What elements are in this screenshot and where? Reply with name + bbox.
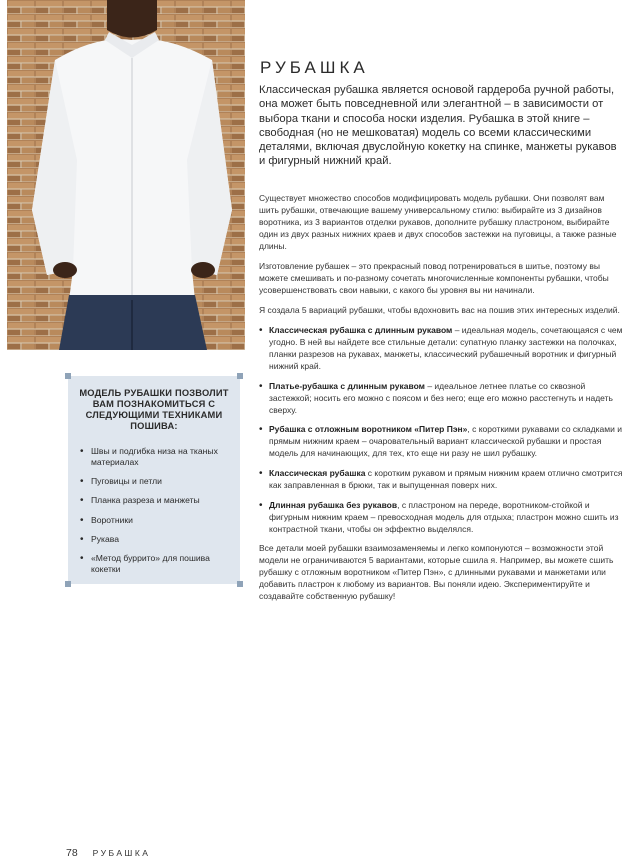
sidebar-item: • Швы и подгибка низа на тканых материалах: [80, 446, 236, 468]
variant-item: [259, 325, 623, 373]
variant-name: Классическая рубашка с длинным рукавом: [269, 325, 453, 336]
lead-paragraph: Классическая рубашка является основой гардероба ручной работы, она может быть повседневной или элегантной – в зависимости от выбора ткани и способа носки изделия. Рубашка в этой книге – свободная (но не мешковатая) модель со всеми классическими деталями, включая двуслойную кокетку на спинке, манжеты рукавов и фигурный нижний край.: [259, 84, 617, 168]
corner-mark: [237, 581, 243, 587]
sidebar-item: • Планка разреза и манжеты: [80, 495, 236, 506]
page-footer: [66, 847, 150, 859]
corner-mark: [65, 581, 71, 587]
sidebar-item: • Рукава: [80, 534, 236, 545]
variant-text: , с пластроном на переде, воротником-стойкой и фигурным нижним краем – превосходная модель для отдыха; пластрон можно сшить из контрастной ткани, чтобы он эффектно выделялся.: [269, 499, 619, 534]
variant-name: Классическая рубашка: [269, 468, 366, 479]
sidebar-list: [80, 446, 236, 583]
body-text: [259, 193, 623, 611]
page-title: РУБАШКА: [260, 58, 369, 77]
variant-item: [259, 424, 623, 460]
variant-text: – идеальное летнее платье со сквозной застежкой; носить его можно с поясом и без него; еще его можно расстегнуть и надеть сверху.: [269, 380, 613, 415]
variant-text: с коротким рукавом и прямым нижним краем отлично смотрится как заправленная в брюки, так и выпущенная поверх них.: [269, 468, 623, 490]
variant-item: [259, 468, 623, 492]
sidebar-item: • «Метод буррито» для пошива кокетки: [80, 553, 236, 575]
model-photo-illustration: [7, 0, 245, 350]
section-name: РУБАШКА: [92, 848, 151, 858]
sidebar-title: МОДЕЛЬ РУБАШКИ ПОЗВОЛИТ ВАМ ПОЗНАКОМИТЬСЯ С СЛЕДУЮЩИМИ ТЕХНИКАМИ ПОШИВА:: [79, 388, 229, 431]
page-number: 78: [66, 847, 78, 859]
body-paragraph: Существует множество способов модифицировать модель рубашки. Они позволят вам шить рубашки, отвечающие вашему универсальному стилю: выбирайте из 3 дизайнов воротника, из 3 вариантов отделки рукавов, дополните рубашку пластроном, выбирайте один из двух разных нижних краев и двух способов застежки на пуговицы, а также разные длины.: [259, 193, 617, 251]
variants-list: [259, 325, 623, 535]
variant-text: , с короткими рукавами со складками и прямым нижним краем – очаровательный вариант классической рубашки и простая модель для начинающих, для тех, кто еще ни разу не шил рубашку.: [269, 424, 622, 459]
variant-item: [259, 500, 623, 536]
body-paragraph: Я создала 5 вариаций рубашки, чтобы вдохновить вас на пошив этих интересных изделий.: [259, 305, 620, 316]
corner-mark: [237, 373, 243, 379]
corner-mark: [65, 373, 71, 379]
sidebar-item: • Пуговицы и петли: [80, 476, 236, 487]
sidebar-item: • Воротники: [80, 515, 236, 526]
body-paragraph: Все детали моей рубашки взаимозаменяемы и легко компонуются – возможности этой модели не ограничиваются 5 вариантами, которые сшила я. Например, вы можете сшить рубашку с отложным воротником «Питер Пэн», с длинными рукавами и манжетами или добавить пластрон к любому из вариантов. Вы поняли идею. Экспериментируйте и создавайте собственную рубашку!: [259, 543, 614, 601]
variant-item: [259, 381, 623, 417]
variant-name: Рубашка с отложным воротником «Питер Пэн»: [269, 424, 468, 435]
techniques-sidebar: [68, 376, 240, 584]
variant-name: Платье-рубашка с длинным рукавом: [269, 380, 425, 391]
model-photo: [7, 0, 245, 350]
variant-text: – идеальная модель, сочетающаяся с чем угодно. В ней вы найдете все стильные детали: супатную планку застежки на полочках, планки разрезов на рукавах, манжеты, классический рубашечный воротник и фигурный нижний край.: [269, 325, 623, 372]
body-paragraph: Изготовление рубашек – это прекрасный повод потренироваться в шитье, поэтому вы можете смешивать и по-разному сочетать многочисленные компоненты рубашки, чтобы усовершенствовать свои навыки, с какого бы уровня вы ни начинали.: [259, 260, 609, 295]
variant-name: Длинная рубашка без рукавов: [269, 499, 398, 510]
